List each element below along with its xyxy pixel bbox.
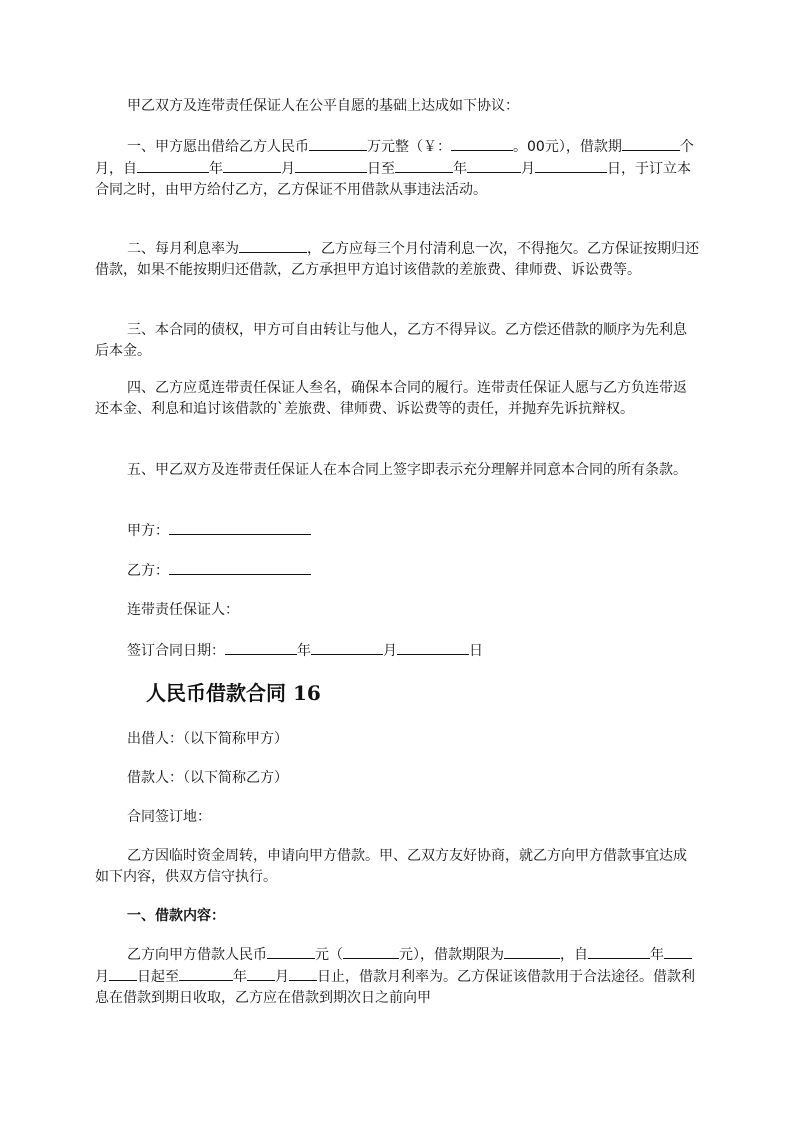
clause-1-text: 一、甲方愿出借给乙方人民币 — [127, 139, 309, 155]
clause-1-text: 万元整（￥： — [367, 139, 451, 155]
clause-5: 五、甲乙双方及连带责任保证人在本合同上签字即表示充分理解并同意本合同的所有条款。 — [127, 462, 687, 478]
clause-2-text: 二、每月利息率为 — [127, 241, 239, 257]
clause-1-text: 。00元），借款期 — [513, 139, 622, 155]
loan-text: 元），借款期限为 — [399, 947, 504, 963]
contract-title: 人民币借款合同 16 — [146, 681, 321, 705]
clause-1-text: 日至 — [367, 161, 395, 177]
guarantor-signature: 连带责任保证人： — [127, 602, 239, 618]
signing-place-line: 合同签订地： — [127, 809, 211, 825]
start-month-blank — [223, 158, 281, 173]
sign-year-label: 年 — [297, 643, 311, 659]
loan-term-blank — [504, 944, 560, 959]
party-a-line — [169, 520, 311, 535]
amount-blank — [309, 136, 367, 151]
sign-year-blank — [225, 640, 297, 655]
party-b-label: 乙方： — [127, 563, 169, 579]
preface-paragraph: 乙方因临时资金周转，申请向甲方借款。甲、乙双方友好协商，就乙方向甲方借款事宜达成如下内容，供双方信守执行。 — [95, 848, 687, 885]
sign-month-blank — [311, 640, 383, 655]
interest-rate-blank — [239, 238, 307, 253]
loan-text: 元（ — [315, 947, 343, 963]
start-day-blank — [295, 158, 367, 173]
end-day-blank — [535, 158, 607, 173]
clause-1 — [95, 136, 700, 201]
loan-start-year-blank — [588, 944, 650, 959]
clause-2 — [95, 238, 700, 281]
clause-4: 四、乙方应觅连带责任保证人叁名，确保本合同的履行。连带责任保证人愿与乙方负连带返还本金、利息和追讨该借款的`差旅费、律师费、诉讼费等的责任，并抛弃先诉抗辩权。 — [95, 380, 687, 417]
clause-1-text: 个月，自 — [95, 139, 694, 177]
loan-text: ，自 — [560, 947, 588, 963]
clause-1-text: 年 — [453, 161, 467, 177]
clause-2-text: ，乙方应每三个月付清利息一次，不得拖欠。乙方保证按期归还借款，如果不能按期归还借款，乙方承担甲方追讨该借款的差旅费、律师费、诉讼费等。 — [95, 241, 699, 278]
clause-1-text: 月 — [281, 161, 295, 177]
intro-paragraph: 甲乙双方及连带责任保证人在公平自愿的基础上达成如下协议： — [127, 98, 519, 114]
sign-date — [127, 640, 732, 662]
loan-end-month-blank — [247, 966, 275, 981]
sign-day-label: 日 — [469, 643, 483, 659]
party-b-line — [169, 560, 311, 575]
end-year-blank — [395, 158, 453, 173]
clause-1-text: 年 — [209, 161, 223, 177]
loan-text: 年 — [650, 947, 664, 963]
clause-1-text: 月 — [521, 161, 535, 177]
loan-text: 月 — [95, 969, 109, 985]
party-a-signature — [127, 520, 732, 542]
loan-content-paragraph — [95, 944, 700, 1009]
loan-start-day-blank — [109, 966, 137, 981]
loan-end-day-blank — [289, 966, 317, 981]
amount-figure-blank — [451, 136, 513, 151]
loan-text: 日止，借款月利率为 — [317, 969, 443, 985]
loan-amount-figure-blank — [343, 944, 399, 959]
term-blank — [622, 136, 680, 151]
loan-text: 年 — [233, 969, 247, 985]
section-1-heading: 一、借款内容： — [127, 908, 225, 924]
clause-3: 三、本合同的债权，甲方可自由转让与他人，乙方不得异议。乙方偿还借款的顺序为先利息后本金。 — [95, 322, 687, 359]
loan-text: 月 — [275, 969, 289, 985]
loan-text: 日起至 — [137, 969, 179, 985]
lender-line: 出借人：（以下简称甲方） — [127, 731, 288, 747]
party-a-label: 甲方： — [127, 523, 169, 539]
sign-day-blank — [397, 640, 469, 655]
loan-amount-blank — [267, 944, 315, 959]
sign-date-label: 签订合同日期： — [127, 643, 225, 659]
party-b-signature — [127, 560, 732, 582]
loan-text: 乙方向甲方借款人民币 — [127, 947, 267, 963]
sign-month-label: 月 — [383, 643, 397, 659]
clause-1-text: 日，于订立本合同之时，由甲方给付乙方，乙方保证不用借款从事违法活动。 — [95, 161, 691, 198]
start-year-blank — [137, 158, 209, 173]
loan-start-month-blank — [664, 944, 692, 959]
loan-end-year-blank — [179, 966, 233, 981]
end-month-blank — [467, 158, 521, 173]
loan-text: 。乙方保证该借款用于合法途径。借款利息在借款到期日收取，乙方应在借款到期次日之前向甲 — [95, 969, 695, 1006]
borrower-line: 借款人：（以下简称乙方） — [127, 770, 288, 786]
